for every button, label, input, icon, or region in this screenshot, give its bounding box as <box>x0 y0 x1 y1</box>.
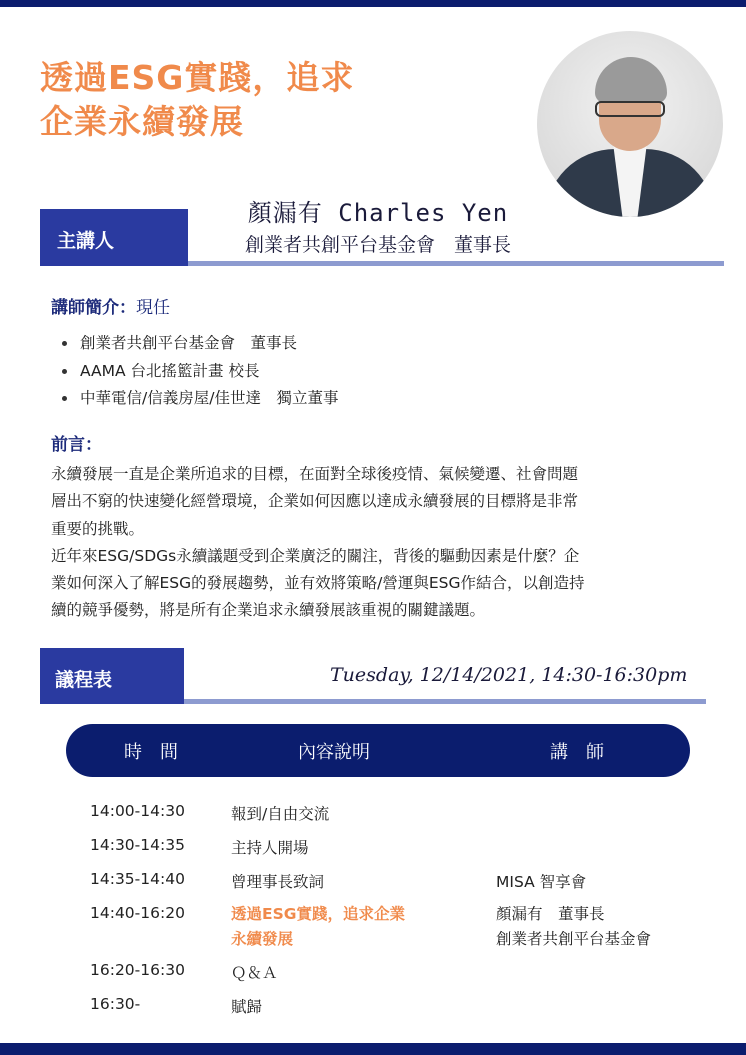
preface-text: 永續發展一直是企業所追求的目標，在面對全球後疫情、氣候變遷、社會問題 層出不窮的快速變化經營環境，企業如何因應以達成永續發展的目標將是非常 重要的挑戰。 近年來ESG/SDGs永續議題受到企業廣泛的關注，背後的驅動因素是什麼？企 業如何深入了解ESG的發展趨勢，並有效將策略/營運與ESG作結合，以創造持 續的競爭優勢，將是所有企業追求永續發展該重視的關鍵議題。 <box>51 465 585 620</box>
page-title <box>40 56 354 144</box>
row-content: 透過ESG實踐，追求企業 永續發展 <box>231 905 405 948</box>
speaker-rule <box>188 261 724 266</box>
row-speaker: 顏漏有 董事長 創業者共創平台基金會 <box>496 905 652 948</box>
row-time: 14:35-14:40 <box>90 870 185 888</box>
bio-item: AAMA 台北搖籃計畫 校長 <box>62 359 338 387</box>
bullet-icon <box>62 369 67 374</box>
header-time: 時 間 <box>124 742 178 763</box>
title-line-2: 企業永續發展 <box>40 102 244 141</box>
row-content: 曾理事長致詞 <box>231 873 325 891</box>
row-speaker: MISA 智享會 <box>496 873 587 891</box>
speaker-photo <box>537 31 723 217</box>
speaker-organization: 創業者共創平台基金會 董事長 <box>244 234 511 256</box>
speaker-section-tag: 主講人 <box>40 209 188 266</box>
agenda-rule <box>184 699 706 704</box>
bio-item: 創業者共創平台基金會 董事長 <box>62 331 338 359</box>
row-time: 14:00-14:30 <box>90 802 185 820</box>
top-border <box>0 0 746 7</box>
row-time: 14:30-14:35 <box>90 836 185 854</box>
bio-heading: 講師簡介：現任 <box>51 298 170 318</box>
row-time: 14:40-16:20 <box>90 904 185 922</box>
event-date: Tuesday, 12/14/2021, 14:30-16:30pm <box>330 664 688 686</box>
bio-item: 中華電信/信義房屋/佳世達 獨立董事 <box>62 386 338 414</box>
agenda-table-header <box>66 724 690 777</box>
header-content: 內容說明 <box>298 742 370 763</box>
preface-heading: 前言： <box>51 435 102 455</box>
speaker-name: 顏漏有 Charles Yen <box>247 199 509 227</box>
row-time: 16:20-16:30 <box>90 961 185 979</box>
header-speaker: 講 師 <box>550 742 604 763</box>
title-line-1: 透過ESG實踐，追求 <box>40 58 355 97</box>
bio-list <box>62 331 338 414</box>
row-content: 主持人開場 <box>231 839 309 857</box>
agenda-section-tag: 議程表 <box>40 648 184 704</box>
row-content: 賦歸 <box>231 998 263 1016</box>
row-content: 報到/自由交流 <box>231 805 330 823</box>
bullet-icon <box>62 396 67 401</box>
row-content: Ｑ＆Ａ <box>231 964 278 982</box>
bullet-icon <box>62 341 67 346</box>
row-time: 16:30- <box>90 995 141 1013</box>
bottom-border <box>0 1043 746 1055</box>
